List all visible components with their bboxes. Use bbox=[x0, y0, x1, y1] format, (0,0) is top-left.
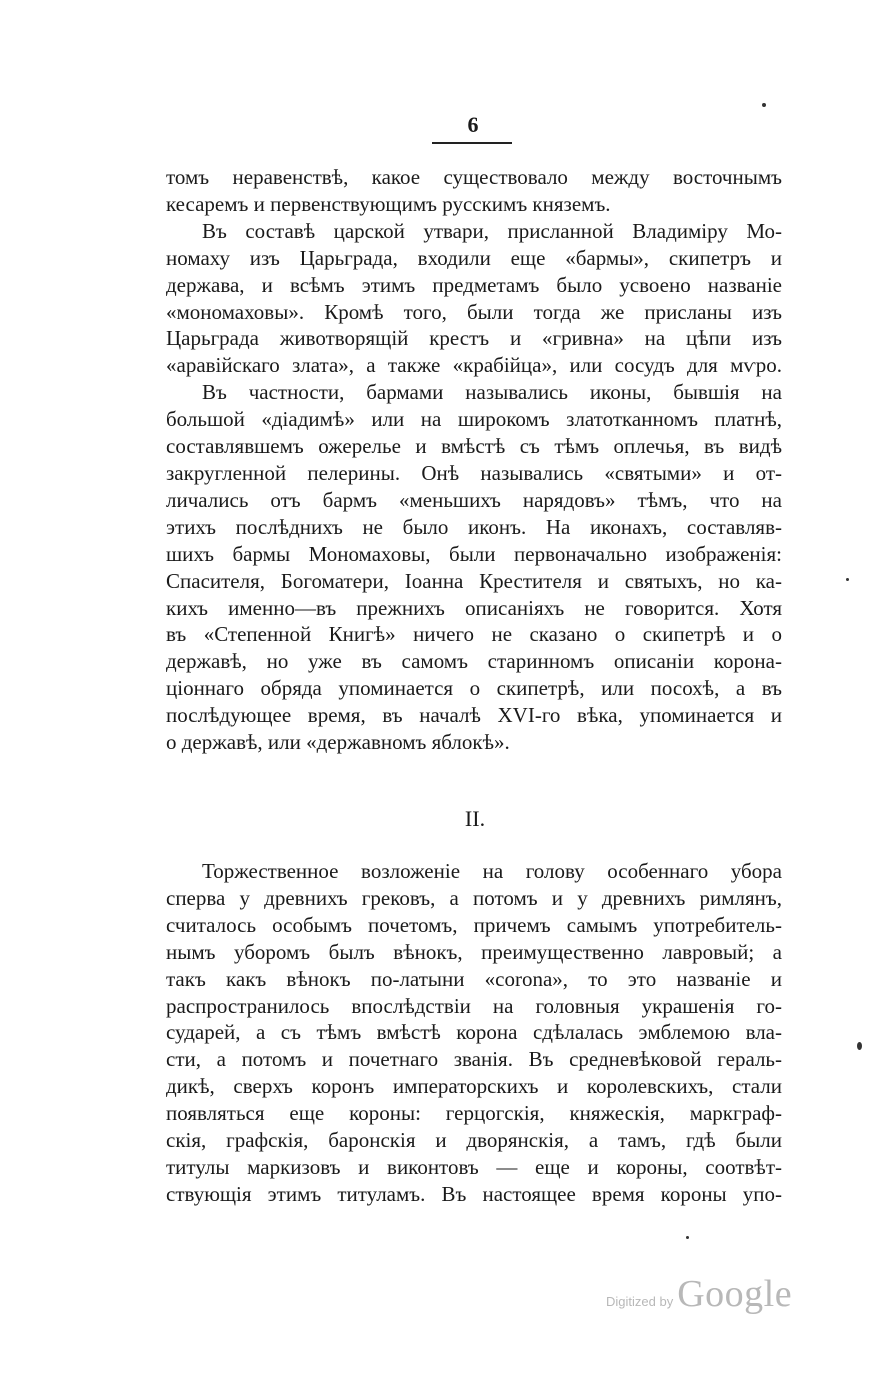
text-line: «аравійскаго злата», а также «крабійца», или сосудъ для мѵро. bbox=[166, 353, 782, 378]
text-line: закругленной пелерины. Онѣ назывались «святыми» и от- bbox=[166, 460, 782, 485]
paragraph bbox=[166, 218, 782, 379]
text-line: распространилось впослѣдствіи на головныя украшенія го- bbox=[166, 993, 782, 1018]
text-line: Въ составѣ царской утвари, присланной Владиміру Мо- bbox=[202, 218, 782, 243]
google-logo: Google bbox=[677, 1273, 793, 1315]
scan-speck bbox=[686, 1236, 689, 1239]
watermark-prefix: Digitized by bbox=[606, 1294, 674, 1309]
text-line: ціоннаго обряда упоминается о скипетрѣ, или посохѣ, а въ bbox=[166, 676, 782, 701]
text-line: кесаремъ и первенствующимъ русскимъ княземъ. bbox=[166, 191, 611, 216]
text-line: составлявшемъ ожерелье и вмѣстѣ съ тѣмъ оплечья, въ видѣ bbox=[166, 434, 782, 459]
text-line: такъ какъ вѣнокъ по-латыни «corona», то это названіе и bbox=[166, 966, 782, 991]
text-line: томъ неравенствѣ, какое существовало между восточнымъ bbox=[166, 165, 782, 189]
text-line: большой «діадимѣ» или на широкомъ златотканномъ платнѣ, bbox=[166, 407, 782, 432]
paragraph bbox=[166, 379, 782, 756]
text-line: «мономаховы». Кромѣ того, были тогда же присланы изъ bbox=[166, 299, 782, 324]
text-line: титулы маркизовъ и виконтовъ — еще и короны, соотвѣт- bbox=[166, 1154, 782, 1179]
text-line: этихъ послѣднихъ не было иконъ. На иконахъ, составляв- bbox=[166, 514, 782, 539]
text-line: номаху изъ Царьграда, входили еще «бармы», скипетръ и bbox=[166, 245, 782, 270]
scan-speck bbox=[857, 1042, 862, 1050]
text-line: личались отъ бармъ «меньшихъ нарядовъ» тѣмъ, что на bbox=[166, 487, 782, 512]
digitized-watermark bbox=[606, 1272, 792, 1316]
text-line: Торжественное возложеніе на голову особеннаго убора bbox=[202, 859, 782, 883]
text-line: держава, и всѣмъ этимъ предметамъ было усвоено названіе bbox=[166, 272, 782, 297]
page-number-rule bbox=[432, 142, 512, 144]
text-line: шихъ бармы Мономаховы, были первоначально изображенія: bbox=[166, 541, 782, 566]
text-block-bottom bbox=[166, 858, 782, 1208]
text-line: о державѣ, или «державномъ яблокѣ». bbox=[166, 730, 510, 755]
text-line: державѣ, но уже въ самомъ старинномъ описаніи корона- bbox=[166, 649, 782, 674]
scan-speck bbox=[762, 103, 766, 107]
text-line: нымъ уборомъ былъ вѣнокъ, преимущественно лавровый; а bbox=[166, 939, 782, 964]
text-line: ствующія этимъ титуламъ. Въ настоящее время короны упо- bbox=[166, 1181, 782, 1206]
text-line: въ «Степенной Книгѣ» ничего не сказано о скипетрѣ и о bbox=[166, 622, 782, 647]
text-line: сударей, а съ тѣмъ вмѣстѣ корона сдѣлалась эмблемою вла- bbox=[166, 1020, 782, 1045]
text-line: сперва у древнихъ грековъ, а потомъ и у древнихъ римлянъ, bbox=[166, 885, 782, 910]
text-line: послѣдующее время, въ началѣ XVI-го вѣка, упоминается и bbox=[166, 703, 782, 728]
paragraph bbox=[166, 164, 782, 218]
text-line: Спасителя, Богоматери, Іоанна Крестителя и святыхъ, но ка- bbox=[166, 568, 782, 593]
text-line: дикѣ, сверхъ коронъ императорскихъ и королевскихъ, стали bbox=[166, 1074, 782, 1099]
paragraph bbox=[166, 858, 782, 1208]
text-line: появляться еще короны: герцогскія, княжескія, маркграф- bbox=[166, 1101, 782, 1126]
scan-speck bbox=[846, 578, 849, 581]
section-heading: II. bbox=[464, 806, 486, 831]
text-line: Въ частности, бармами назывались иконы, бывшія на bbox=[202, 380, 782, 405]
text-line: Царьграда животворящій крестъ и «гривна» на цѣпи изъ bbox=[166, 326, 782, 351]
text-line: считалось особымъ почетомъ, причемъ самымъ употребитель- bbox=[166, 912, 782, 937]
page-number: 6 bbox=[467, 112, 479, 137]
text-line: скія, графскія, баронскія и дворянскія, а тамъ, гдѣ были bbox=[166, 1128, 782, 1153]
text-line: сти, а потомъ и почетнаго званія. Въ средневѣковой гераль- bbox=[166, 1047, 782, 1072]
text-block-top bbox=[166, 164, 782, 756]
text-line: кихъ именно—въ прежнихъ описаніяхъ не говорится. Хотя bbox=[166, 595, 782, 620]
